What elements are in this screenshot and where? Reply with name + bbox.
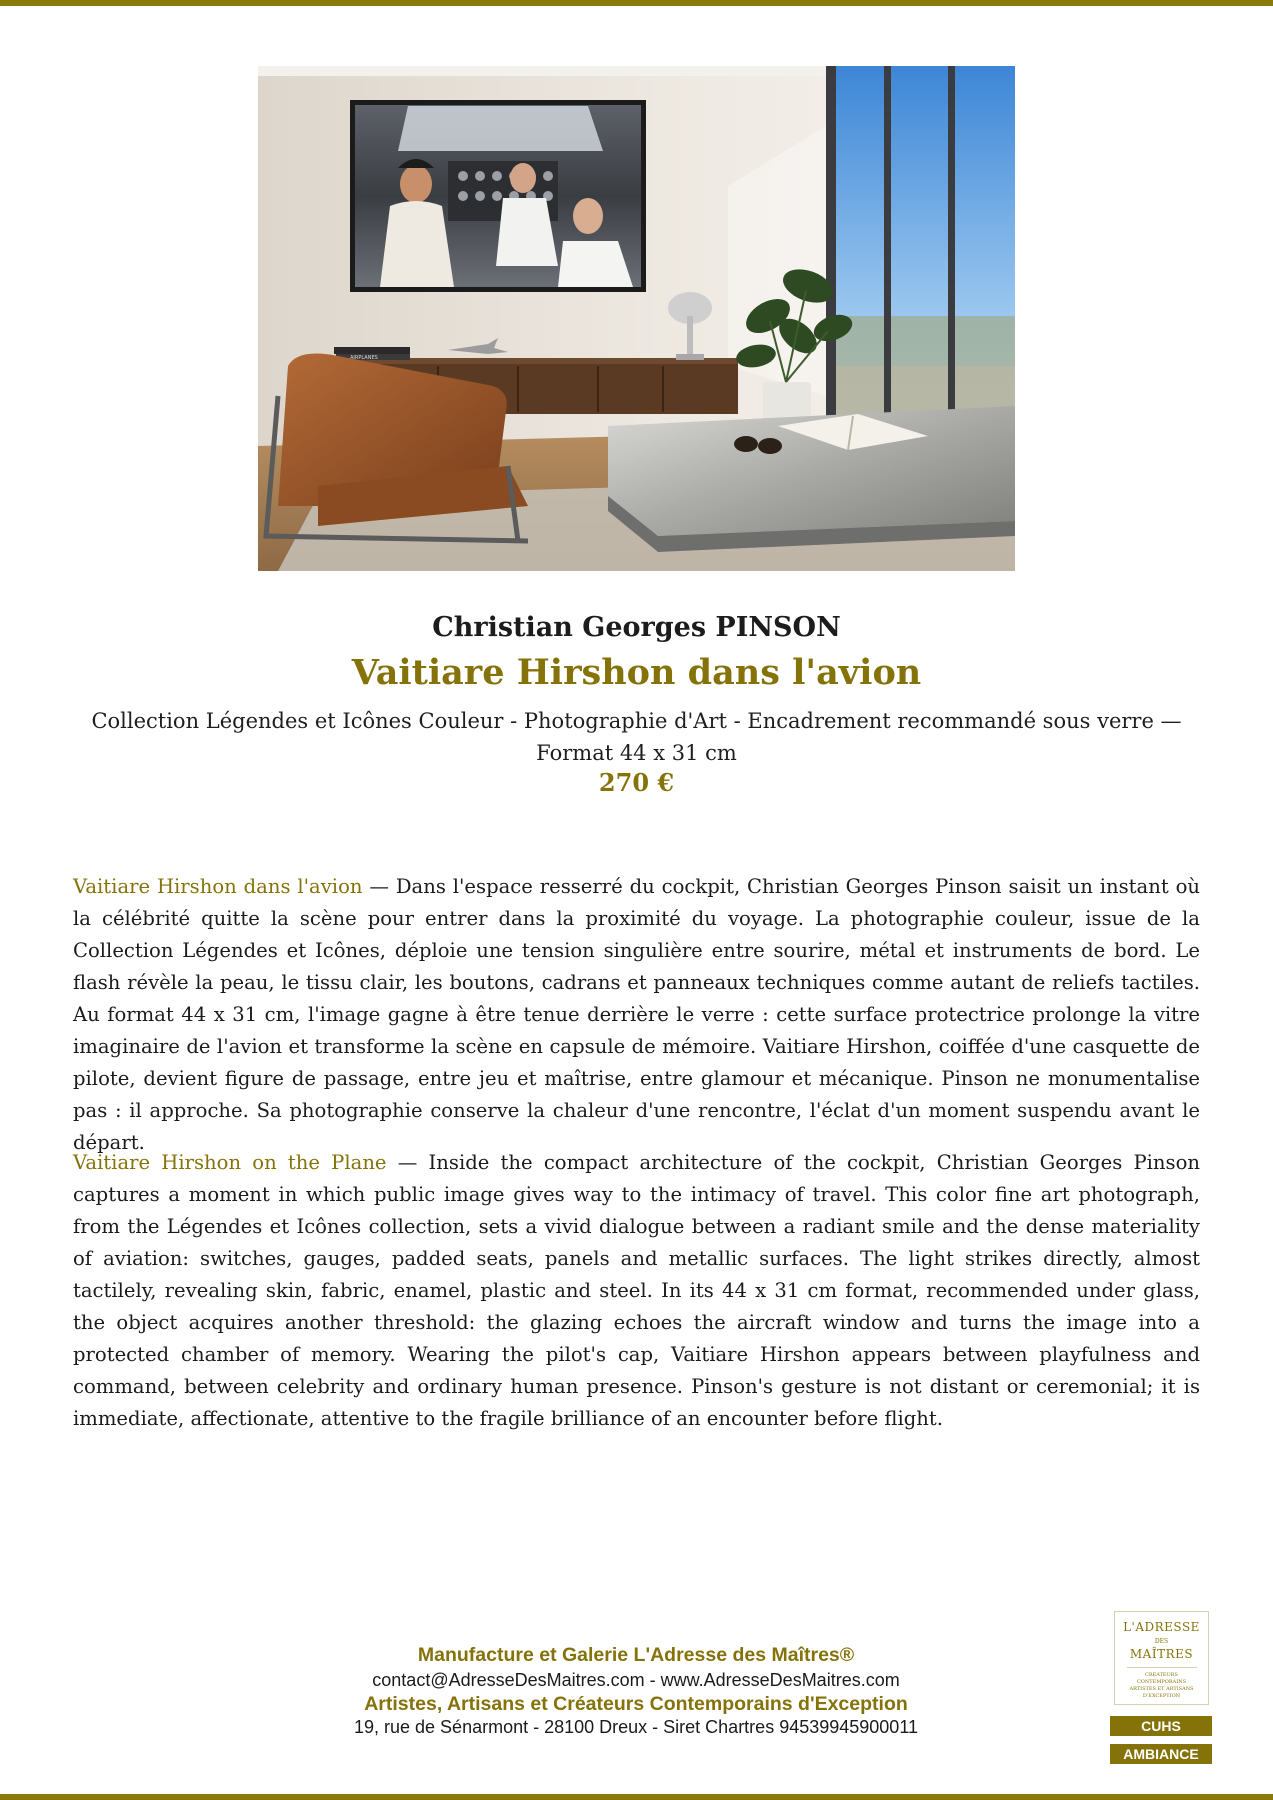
artwork-subtitle: Collection Légendes et Icônes Couleur - Photographie d'Art - Encadrement recommandé sous verre — Format 44 x 31 cm	[91, 709, 1182, 765]
footer-tagline: Artistes, Artisans et Créateurs Contemporains d'Exception	[364, 1693, 908, 1715]
logo-divider	[1127, 1667, 1197, 1668]
description-french	[73, 871, 1200, 1159]
book-spine-text: AIRPLANES	[350, 355, 378, 361]
top-rule	[0, 0, 1273, 6]
logo-line-2: DES	[1154, 1638, 1169, 1645]
artwork-title: Vaitiare Hirshon dans l'avion	[351, 652, 922, 693]
description-english-lead: Vaitiare Hirshon on the Plane	[73, 1151, 387, 1174]
logo-line-3: MAÎTRES	[1129, 1647, 1194, 1661]
description-french-lead: Vaitiare Hirshon dans l'avion	[73, 875, 363, 898]
artwork-mockup-photo	[258, 66, 1015, 571]
bottom-rule	[0, 1794, 1273, 1800]
footer-address: 19, rue de Sénarmont - 28100 Dreux - Siret Chartres 94539945900011	[353, 1717, 919, 1737]
footer-gallery-name: Manufacture et Galerie L'Adresse des Maîtres®	[417, 1644, 855, 1666]
gallery-logo	[1114, 1611, 1209, 1705]
description-english	[73, 1147, 1200, 1435]
description-english-text: — Inside the compact architecture of the cockpit, Christian Georges Pinson captures a moment in which public image gives way to the intimacy of travel. This color fine art photograph, from the Légendes et Icônes collection, sets a vivid dialogue between a radiant smile and the dense materiality of aviation: switches, gauges, padded seats, panels and metallic surfaces. The light strikes directly, almost tactilely, revealing skin, fabric, enamel, plastic and steel. In its 44 x 31 cm format, recommended under glass, the object acquires another threshold: the glazing echoes the aircraft window and turns the image into a protected chamber of memory. Wearing the pilot's cap, Vaitiare Hirshon appears between playfulness and command, between celebrity and ordinary human presence. Pinson's gesture is not distant or ceremonial; it is immediate, affectionate, attentive to the fragile brilliance of an encounter before flight.	[73, 1151, 1200, 1430]
artist-name: Christian Georges PINSON	[432, 612, 841, 643]
badge-cuhs: CUHS	[1110, 1716, 1212, 1736]
window-icon	[826, 66, 1015, 429]
description-french-text: — Dans l'espace resserré du cockpit, Christian Georges Pinson saisit un instant où la célébrité quitte la scène pour entrer dans la proximité du voyage. La photographie couleur, issue de la Collection Légendes et Icônes, déploie une tension singulière entre sourire, métal et instruments de bord. Le flash révèle la peau, le tissu clair, les boutons, cadrans et panneaux techniques comme autant de reliefs tactiles. Au format 44 x 31 cm, l'image gagne à être tenue derrière le verre : cette surface protectrice prolonge la vitre imaginaire de l'avion et transforme la scène en capsule de mémoire. Vaitiare Hirshon, coiffée d'une casquette de pilote, devient figure de passage, entre jeu et maîtrise, entre glamour et mécanique. Pinson ne monumentalise pas : il approche. Sa photographie conserve la chaleur d'une rencontre, l'éclat d'un moment suspendu avant le départ.	[73, 875, 1200, 1154]
logo-line-1: L'ADRESSE	[1123, 1620, 1200, 1634]
badge-ambiance: AMBIANCE	[1110, 1744, 1212, 1764]
footer-contact: contact@AdresseDesMaitres.com - www.AdresseDesMaitres.com	[372, 1670, 900, 1690]
artwork-price: 270 €	[598, 768, 675, 797]
logo-line-4: CRÉATEURS CONTEMPORAINS ARTISTES ET ARTISANS D'EXCEPTION	[1129, 1672, 1194, 1699]
